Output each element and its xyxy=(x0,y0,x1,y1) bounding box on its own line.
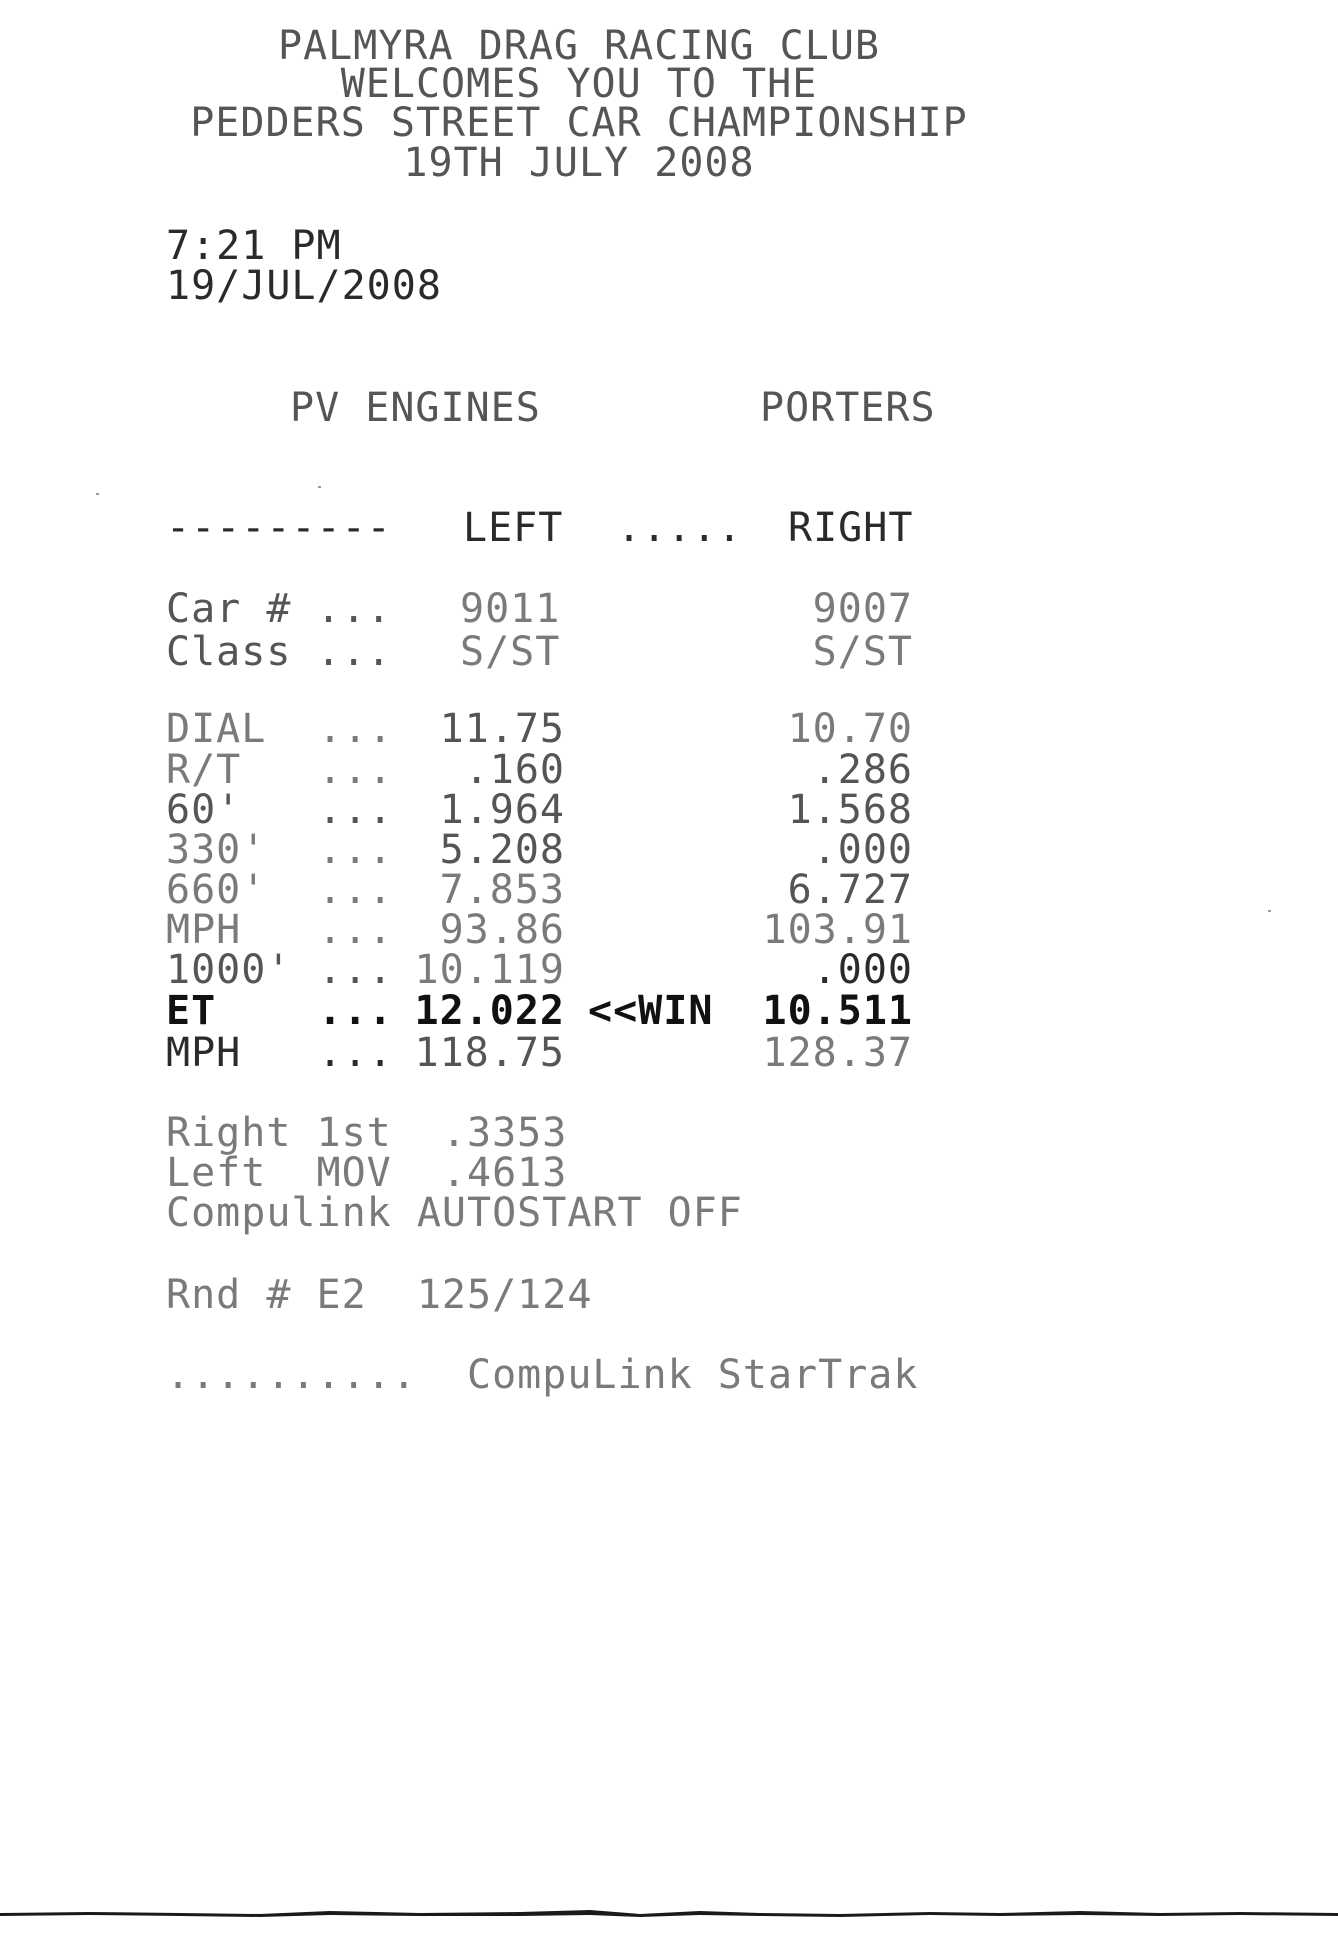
eighth-mph-left: 93.86 xyxy=(439,907,565,953)
quarter-mph-right: 128.37 xyxy=(762,1030,913,1076)
header-event-date: 19TH JULY 2008 xyxy=(403,140,755,186)
paper-speck xyxy=(96,493,99,495)
six-sixty-ft-right: 6.727 xyxy=(787,867,913,913)
eighth-mph-label: MPH xyxy=(166,907,242,953)
header-club-name: PALMYRA DRAG RACING CLUB xyxy=(278,23,880,69)
sixty-ft-label: 60' xyxy=(166,787,242,833)
header-event-name: PEDDERS STREET CAR CHAMPIONSHIP xyxy=(190,100,968,146)
right-competitor-name: PORTERS xyxy=(760,385,936,431)
rt-right: .286 xyxy=(812,747,913,793)
three-thirty-ft-label: 330' xyxy=(166,827,267,873)
rt-label: R/T xyxy=(166,747,242,793)
quarter-mph-left: 118.75 xyxy=(414,1030,565,1076)
dial-right: 10.70 xyxy=(787,706,913,752)
first-to-finish: Right 1st .3353 xyxy=(166,1110,568,1156)
thousand-ft-left: 10.119 xyxy=(414,947,565,993)
three-thirty-ft-left: 5.208 xyxy=(439,827,565,873)
sixty-ft-right: 1.568 xyxy=(787,787,913,833)
sixty-ft-dots: ... xyxy=(318,787,394,833)
rt-left: .160 xyxy=(464,747,565,793)
print-time: 7:21 PM xyxy=(166,223,342,269)
six-sixty-ft-dots: ... xyxy=(318,867,394,913)
et-right: 10.511 xyxy=(762,988,913,1034)
torn-paper-edge xyxy=(0,1905,1338,1919)
quarter-mph-label: MPH xyxy=(166,1030,242,1076)
et-left: 12.022 xyxy=(414,988,565,1034)
thousand-ft-label: 1000' xyxy=(166,947,292,993)
paper-speck xyxy=(318,486,321,488)
header-welcome: WELCOMES YOU TO THE xyxy=(340,61,818,107)
class-left: S/ST xyxy=(460,629,561,675)
et-label: ET xyxy=(166,988,217,1034)
footer-brand: .......... CompuLink StarTrak xyxy=(166,1352,919,1398)
margin-of-victory: Left MOV .4613 xyxy=(166,1150,568,1196)
car-number-left: 9011 xyxy=(460,586,561,632)
class-label: Class ... xyxy=(166,629,392,675)
six-sixty-ft-left: 7.853 xyxy=(439,867,565,913)
print-date: 19/JUL/2008 xyxy=(166,263,442,309)
thousand-ft-right: .000 xyxy=(812,947,913,993)
paper-speck xyxy=(1268,910,1271,912)
et-dots: ... xyxy=(318,988,394,1034)
three-thirty-ft-dots: ... xyxy=(318,827,394,873)
lane-header-dots: ..... xyxy=(617,505,743,551)
class-right: S/ST xyxy=(812,629,913,675)
quarter-mph-dots: ... xyxy=(318,1030,394,1076)
rt-dots: ... xyxy=(318,747,394,793)
left-competitor-name: PV ENGINES xyxy=(290,385,541,431)
sixty-ft-left: 1.964 xyxy=(439,787,565,833)
dial-dots: ... xyxy=(318,706,394,752)
eighth-mph-dots: ... xyxy=(318,907,394,953)
lane-header-left: LEFT xyxy=(463,505,564,551)
six-sixty-ft-label: 660' xyxy=(166,867,267,913)
win-indicator: <<WIN xyxy=(588,988,714,1034)
lane-header-right: RIGHT xyxy=(788,505,914,551)
dial-label: DIAL xyxy=(166,706,267,752)
eighth-mph-right: 103.91 xyxy=(762,907,913,953)
dial-left: 11.75 xyxy=(439,706,565,752)
autostart-status: Compulink AUTOSTART OFF xyxy=(166,1190,743,1236)
three-thirty-ft-right: .000 xyxy=(812,827,913,873)
thousand-ft-dots: ... xyxy=(318,947,394,993)
lane-header-dashes: --------- xyxy=(166,505,392,551)
round-info: Rnd # E2 125/124 xyxy=(166,1272,593,1318)
car-number-right: 9007 xyxy=(812,586,913,632)
car-number-label: Car # ... xyxy=(166,586,392,632)
